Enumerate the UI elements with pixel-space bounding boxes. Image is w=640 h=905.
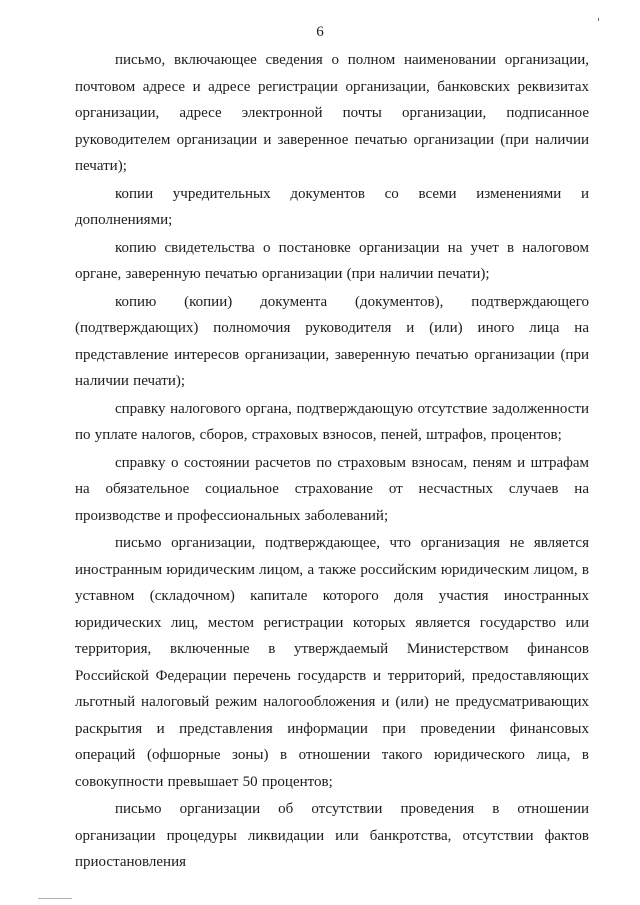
scan-speck — [38, 898, 72, 899]
page-number: 6 — [316, 24, 324, 40]
document-body — [75, 47, 589, 876]
paragraph-foreign-entity-letter: письмо организации, подтверждающее, что организация не является иностранным юридическим лицом, а также российским юридическим лицом, в уставном (складочном) капитале которого доля участия иностранных юридических лиц, местом регистрации которых является государство или территория, включенные в утверждаемый Министерством финансов Российской Федерации перечень государств и территорий, предоставляющих льготный налоговый режим налогообложения и (или) не предусматривающих раскрытия и представления информации при проведении финансовых операций (офшорные зоны) в отношении такого юридического лица, в совокупности превышает 50 процентов; — [75, 535, 589, 790]
paragraph-tax-registration: копию свидетельства о постановке организации на учет в налоговом органе, заверенную печатью организации (при наличии печати); — [75, 239, 589, 282]
paragraph-tax-debt-certificate: справку налогового органа, подтверждающую отсутствие задолженности по уплате налогов, сборов, страховых взносов, пеней, штрафов, процентов; — [75, 400, 589, 443]
paragraph-liquidation-letter: письмо организации об отсутствии проведения в отношении организации процедуры ликвидации или банкротства, отсутствии фактов приостановления — [75, 801, 589, 870]
scan-speck — [598, 18, 599, 21]
paragraph-organization-letter: письмо, включающее сведения о полном наименовании организации, почтовом адресе и адресе регистрации организации, банковских реквизитах организации, адресе электронной почты организации, подписанное руководителем организации и заверенное печатью организации (при наличии печати); — [75, 52, 589, 174]
paragraph-insurance-certificate: справку о состоянии расчетов по страховым взносам, пеням и штрафам на обязательное социальное страхование от несчастных случаев на производстве и профессиональных заболеваний; — [75, 454, 589, 524]
paragraph-founding-documents: копии учредительных документов со всеми изменениями и дополнениями; — [75, 185, 589, 228]
paragraph-authority-documents: копию (копии) документа (документов), подтверждающего (подтверждающих) полномочия руководителя и (или) иного лица на представление интересов организации, заверенную печатью организации (при наличии печати); — [75, 293, 589, 389]
